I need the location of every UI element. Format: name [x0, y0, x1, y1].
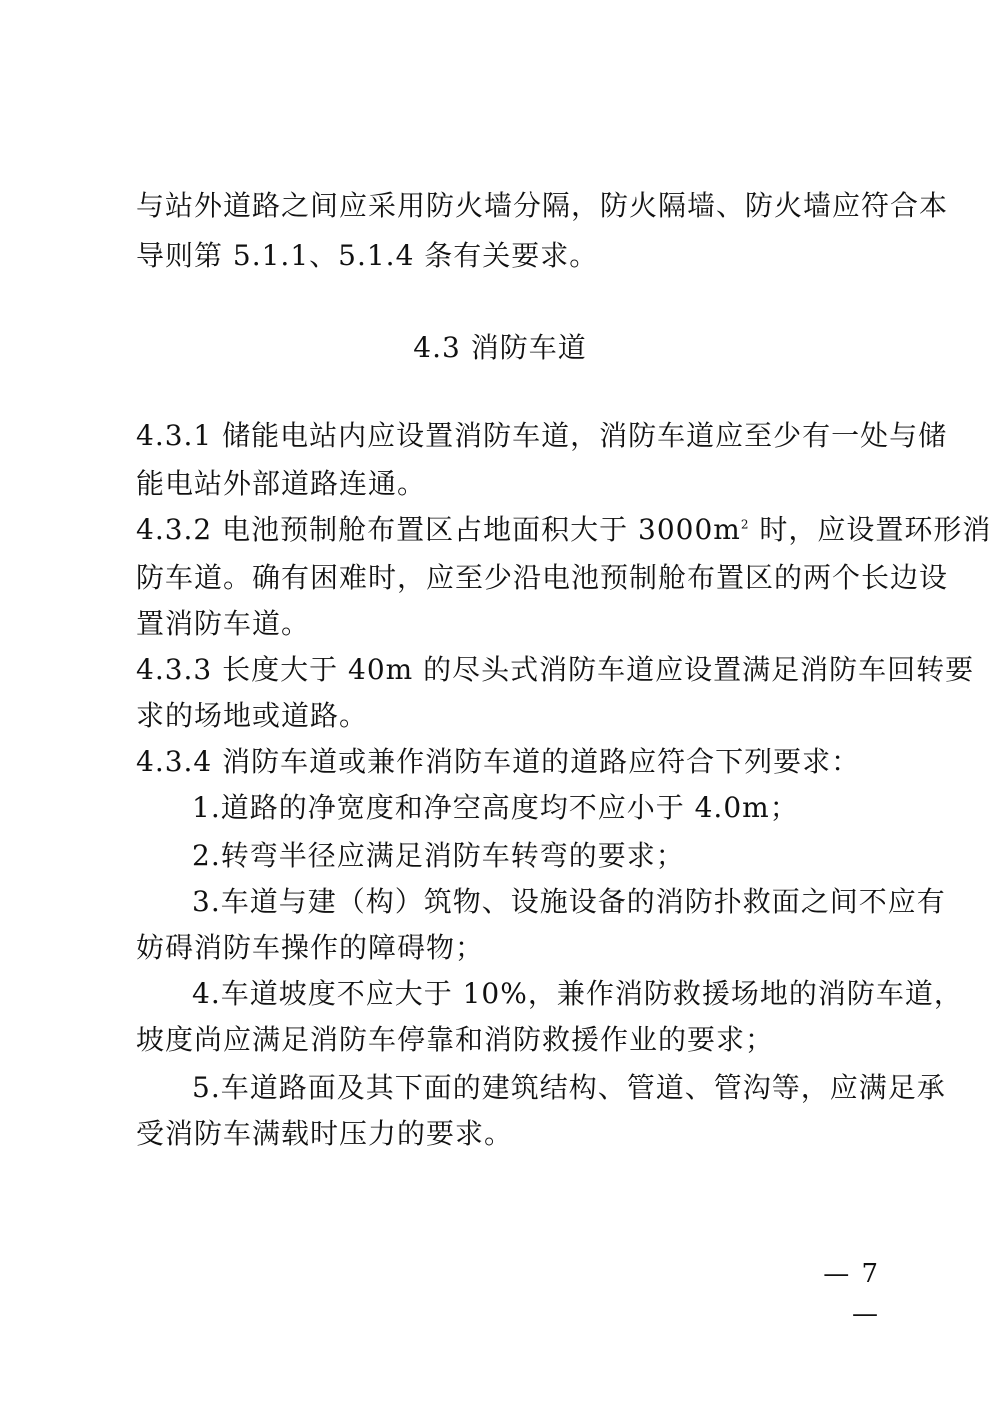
superscript-2: 2 — [740, 517, 750, 532]
continuation-line-2: 导则第 5.1.1、5.1.4 条有关要求。 — [136, 239, 599, 272]
item-4-line-1: 4.车道坡度不应大于 10%，兼作消防救援场地的消防车道， — [192, 977, 963, 1010]
item-3-line-2: 妨碍消防车操作的障碍物； — [136, 931, 485, 964]
section-heading: 4.3 消防车道 — [413, 331, 587, 364]
clause-4-3-1-line-1: 4.3.1 储能电站内应设置消防车道，消防车道应至少有一处与储 — [136, 419, 948, 452]
item-3-line-1: 3.车道与建（构）筑物、设施设备的消防扑救面之间不应有 — [192, 885, 946, 918]
clause-4-3-2-line-3: 置消防车道。 — [136, 607, 311, 640]
clause-4-3-4-line-1: 4.3.4 消防车道或兼作消防车道的道路应符合下列要求： — [136, 745, 861, 778]
clause-4-3-2-text-b: 时，应设置环形消 — [749, 513, 992, 546]
item-2: 2.转弯半径应满足消防车转弯的要求； — [192, 839, 685, 872]
clause-4-3-3-line-2: 求的场地或道路。 — [136, 699, 369, 732]
item-5-line-1: 5.车道路面及其下面的建筑结构、管道、管沟等，应满足承 — [192, 1071, 946, 1104]
item-5-line-2: 受消防车满载时压力的要求。 — [136, 1117, 514, 1150]
continuation-line-1: 与站外道路之间应采用防火墙分隔，防火隔墙、防火墙应符合本 — [136, 189, 949, 222]
item-4-line-2: 坡度尚应满足消防车停靠和消防救援作业的要求； — [136, 1023, 775, 1056]
clause-4-3-3-line-1: 4.3.3 长度大于 40m 的尽头式消防车道应设置满足消防车回转要 — [136, 653, 975, 686]
page-number: — 7 — — [823, 1259, 880, 1329]
clause-4-3-2-text-a: 4.3.2 电池预制舱布置区占地面积大于 3000m — [136, 513, 741, 546]
clause-4-3-2-line-1 — [136, 508, 992, 552]
item-1: 1.道路的净宽度和净空高度均不应小于 4.0m； — [192, 791, 799, 824]
clause-4-3-2-line-2: 防车道。确有困难时，应至少沿电池预制舱布置区的两个长边设 — [136, 561, 949, 594]
clause-4-3-1-line-2: 能电站外部道路连通。 — [136, 467, 427, 500]
